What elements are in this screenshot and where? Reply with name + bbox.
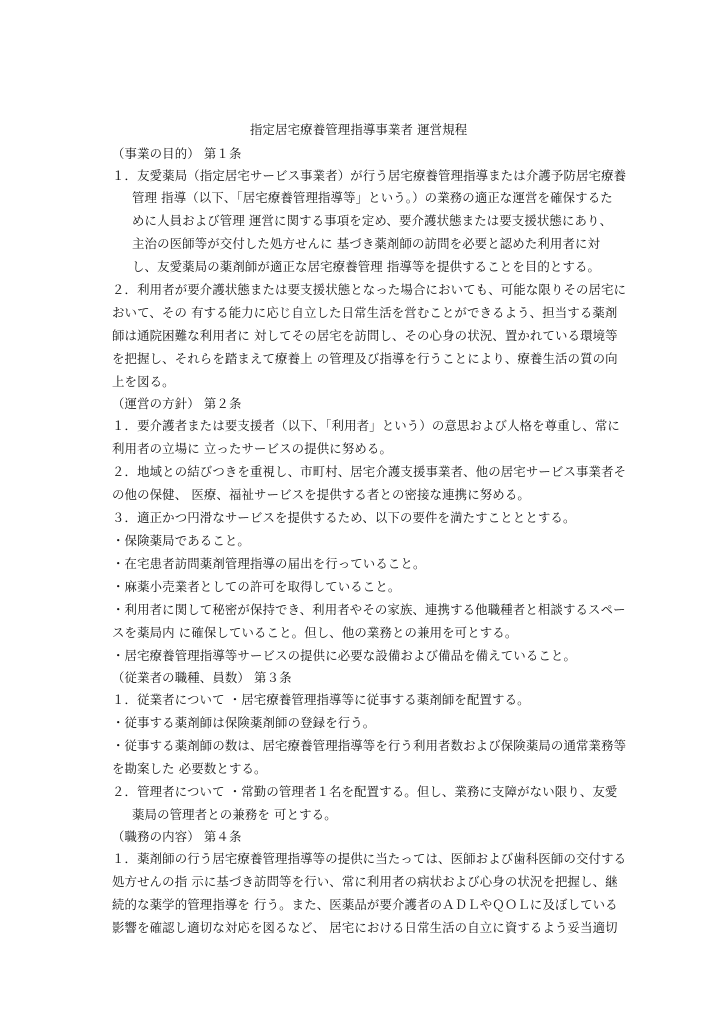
text-line: ・保険薬局であること。 xyxy=(112,533,250,548)
document-title: 指定居宅療養管理指導事業者 運営規程 xyxy=(250,122,468,137)
text-line: 利用者の立場に 立ったサービスの提供に努める。 xyxy=(112,441,392,456)
text-line: 師は通院困難な利用者に 対してその居宅を訪問し、その心身の状況、置かれている環境等 xyxy=(112,328,618,343)
text-line: 影響を確認し適切な対応を図るなど、 居宅における日常生活の自立に資するよう妥当適切 xyxy=(112,920,618,935)
text-line: １．要介護者または要支援者（以下、「利用者」という）の意思および人格を尊重し、常に xyxy=(112,418,620,433)
text-line: ・従事する薬剤師は保険薬剤師の登録を行う。 xyxy=(112,715,376,730)
text-line: ３．適正かつ円滑なサービスを提供するため、以下の要件を満たすことととする。 xyxy=(112,510,576,525)
text-line: めに人員および管理 運営に関する事項を定め、要介護状態または要支援状態にあり、 xyxy=(132,213,613,228)
text-line: 管理 指導（以下、「居宅療養管理指導等」という。）の業務の適正な運営を確保するた xyxy=(132,190,613,205)
text-line: し、友愛薬局の薬剤師が適正な居宅療養管理 指導等を提供することを目的とする。 xyxy=(132,259,601,274)
text-line: ２．管理者について ・常勤の管理者１名を配置する。但し、業務に支障がない限り、友愛 xyxy=(112,784,618,799)
text-line: １．友愛薬局（指定居宅サービス事業者）が行う居宅療養管理指導または介護予防居宅療養 xyxy=(112,168,627,183)
text-line: の他の保健、 医療、福祉サービスを提供する者との密接な連携に努める。 xyxy=(112,487,530,502)
text-line: おいて、その 有する能力に応じ自立した日常生活を営むことができるよう、担当する薬剤 xyxy=(112,305,618,320)
section-heading: （従業者の職種、員数） 第３条 xyxy=(112,670,292,685)
text-line: １．従業者について ・居宅療養管理指導等に従事する薬剤師を配置する。 xyxy=(112,692,530,707)
text-line: ・麻薬小売業者としての許可を取得していること。 xyxy=(112,579,401,594)
text-line: 続的な薬学的管理指導を 行う。また、医薬品が要介護者のＡＤＬやＱＯＬに及ぼしている xyxy=(112,897,618,912)
text-line: ・利用者に関して秘密が保持でき、利用者やその家族、連携する他職種者と相談するスペー xyxy=(112,602,626,617)
text-line: を把握し、それらを踏まえて療養上 の管理及び指導を行うことにより、療養生活の質の向 xyxy=(112,351,618,366)
text-line: ・従事する薬剤師の数は、居宅療養管理指導等を行う利用者数および保険薬局の通常業務等 xyxy=(112,738,627,753)
text-line: を勘案した 必要数とする。 xyxy=(112,761,267,776)
section-heading: （職務の内容） 第４条 xyxy=(112,829,242,844)
text-line: スを薬局内 に確保していること。但し、他の業務との兼用を可とする。 xyxy=(112,625,518,640)
section-heading: （事業の目的） 第１条 xyxy=(112,146,242,161)
text-line: 上を図る。 xyxy=(112,374,175,389)
text-line: ２．地域との結びつきを重視し、市町村、居宅介護支援事業者、他の居宅サービス事業者そ xyxy=(112,464,627,479)
text-line: 処方せんの指 示に基づき訪問等を行い、常に利用者の病状および心身の状況を把握し、継 xyxy=(112,874,618,889)
text-line: １．薬剤師の行う居宅療養管理指導等の提供に当たっては、医師および歯科医師の交付する xyxy=(112,851,627,866)
text-line: ・在宅患者訪問薬剤管理指導の届出を行っていること。 xyxy=(112,556,426,571)
text-line: ２．利用者が要介護状態または要支援状態となった場合においても、可能な限りその居宅に xyxy=(112,282,627,297)
text-line: 主治の医師等が交付した処方せんに 基づき薬剤師の訪問を必要と認めた利用者に対 xyxy=(132,236,601,251)
text-line: ・居宅療養管理指導等サービスの提供に必要な設備および備品を備えていること。 xyxy=(112,648,577,663)
section-heading: （運営の方針） 第２条 xyxy=(112,396,242,411)
text-line: 薬局の管理者との兼務を 可とする。 xyxy=(132,807,337,822)
